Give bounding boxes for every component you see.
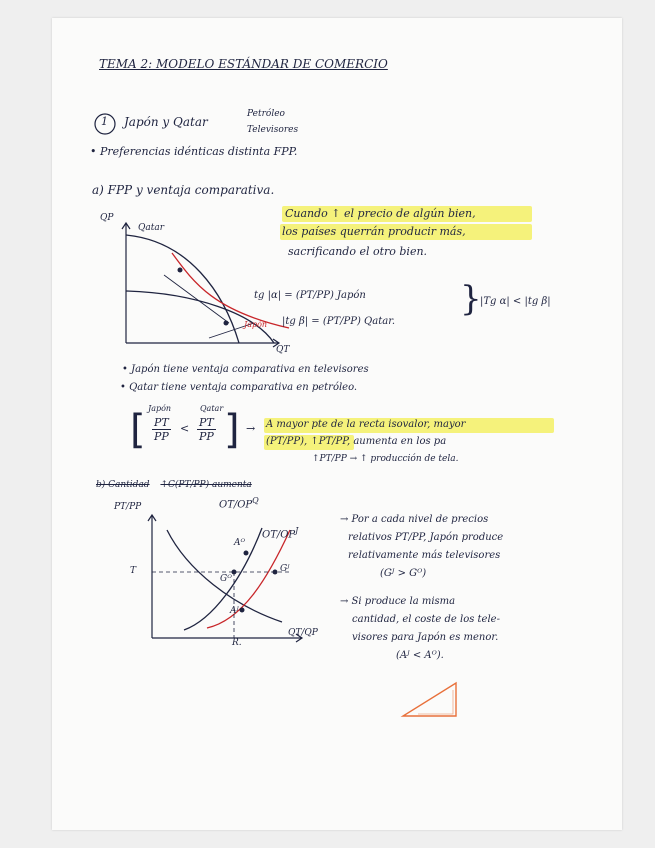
note1-line1: → Por a cada nivel de precios	[340, 514, 489, 525]
preferences-text: Preferencias idénticas distinta FPP.	[100, 145, 298, 158]
arrow-note-1: A mayor pte de la recta isovalor, mayor	[266, 419, 466, 430]
qatar-bullet-text: Qatar tiene ventaja comparativa en petróleo.	[129, 382, 358, 393]
frac-den-qatar: PP	[198, 430, 214, 443]
frac-label-japon: Japón	[148, 404, 172, 413]
tick-t: T	[130, 566, 137, 576]
product-oil: Petróleo	[247, 109, 285, 119]
curve-label-os	[262, 526, 298, 541]
tg-compare: |Tg α| < |tg β|	[480, 296, 551, 307]
fpp-graph	[114, 213, 294, 363]
japon-bullet: • Japón tiene ventaja comparativa en televisores	[122, 364, 369, 375]
frac-lt: <	[180, 422, 190, 435]
point-aq: Aᴼ	[234, 538, 246, 548]
triangle-sketch	[398, 678, 468, 728]
supply-axis-y: PT/PP	[114, 502, 142, 512]
curve-label-oq-text: OT/OP	[219, 499, 253, 511]
note1-line3: relativamente más televisores	[348, 550, 501, 561]
curve-label-oq	[219, 496, 259, 511]
note1-line4: (Gᴶ > Gᴼ)	[380, 568, 427, 579]
curve-label-japon: Japón	[244, 320, 268, 329]
frac-label-qatar: Qatar	[200, 404, 224, 413]
point-gq: Gᴼ	[220, 574, 232, 584]
note2-line4: (Aᴶ < Aᴼ).	[396, 650, 444, 661]
note-line-1: Cuando ↑ el precio de algún bien,	[285, 207, 476, 220]
curve-label-qatar: Qatar	[138, 223, 165, 233]
countries-label: Japón y Qatar	[124, 115, 208, 129]
japon-bullet-text: Japón tiene ventaja comparativa en televisores	[131, 364, 369, 375]
arrow-right: →	[246, 422, 256, 435]
curve-label-os-sup: J	[295, 526, 299, 535]
fraction-japon	[152, 416, 171, 443]
tick-r: R.	[232, 638, 242, 648]
notebook-page	[52, 18, 622, 830]
preferences-bullet: • Preferencias idénticas distinta FPP.	[90, 145, 298, 158]
right-bracket: ]	[224, 407, 240, 453]
note-line-2: los países querrán producir más,	[282, 225, 466, 238]
frac-num-qatar: PT	[199, 416, 214, 429]
point-as: Aᴶ	[230, 606, 239, 616]
product-tv: Televisores	[247, 125, 299, 135]
note-line-3: sacrificando el otro bien.	[288, 245, 428, 258]
note1-line2: relativos PT/PP, Japón produce	[348, 532, 504, 543]
arrow-note-2: (PT/PP), ↑PT/PP, aumenta en los pa	[266, 436, 447, 447]
part-b-heading-rest: ↑C(PT/PP) aumenta	[160, 480, 252, 490]
fpp-axis-x: QT	[276, 345, 290, 355]
curve-label-os-text: OT/OP	[262, 529, 296, 541]
fraction-qatar	[197, 416, 216, 443]
curly-brace: }	[460, 279, 482, 319]
part-b-heading	[96, 480, 252, 490]
supply-axis-x: QT/QP	[288, 628, 318, 638]
point-gs: Gᴶ	[280, 564, 290, 574]
page-title: TEMA 2: MODELO ESTÁNDAR DE COMERCIO	[99, 57, 388, 71]
part-b-heading-struck: b) Cantidad	[96, 480, 150, 490]
curve-label-oq-sup: Q	[252, 496, 259, 505]
arrow-note-3: ↑PT/PP → ↑ producción de tela.	[312, 454, 459, 464]
part-a-heading: a) FPP y ventaja comparativa.	[92, 183, 275, 197]
frac-den-japon: PP	[153, 430, 169, 443]
left-bracket: [	[130, 407, 146, 453]
note2-line2: cantidad, el coste de los tele-	[352, 614, 500, 625]
section-number: 1	[101, 115, 108, 128]
note2-line1: → Si produce la misma	[340, 596, 456, 607]
tg-qatar: |tg β| = (PT/PP) Qatar.	[282, 316, 396, 327]
fpp-axis-y: QP	[100, 213, 114, 223]
frac-num-japon: PT	[154, 416, 169, 429]
note2-line3: visores para Japón es menor.	[352, 632, 499, 643]
tg-japon: tg |α| = (PT/PP) Japón	[254, 290, 366, 301]
qatar-bullet: • Qatar tiene ventaja comparativa en petróleo.	[120, 382, 358, 393]
